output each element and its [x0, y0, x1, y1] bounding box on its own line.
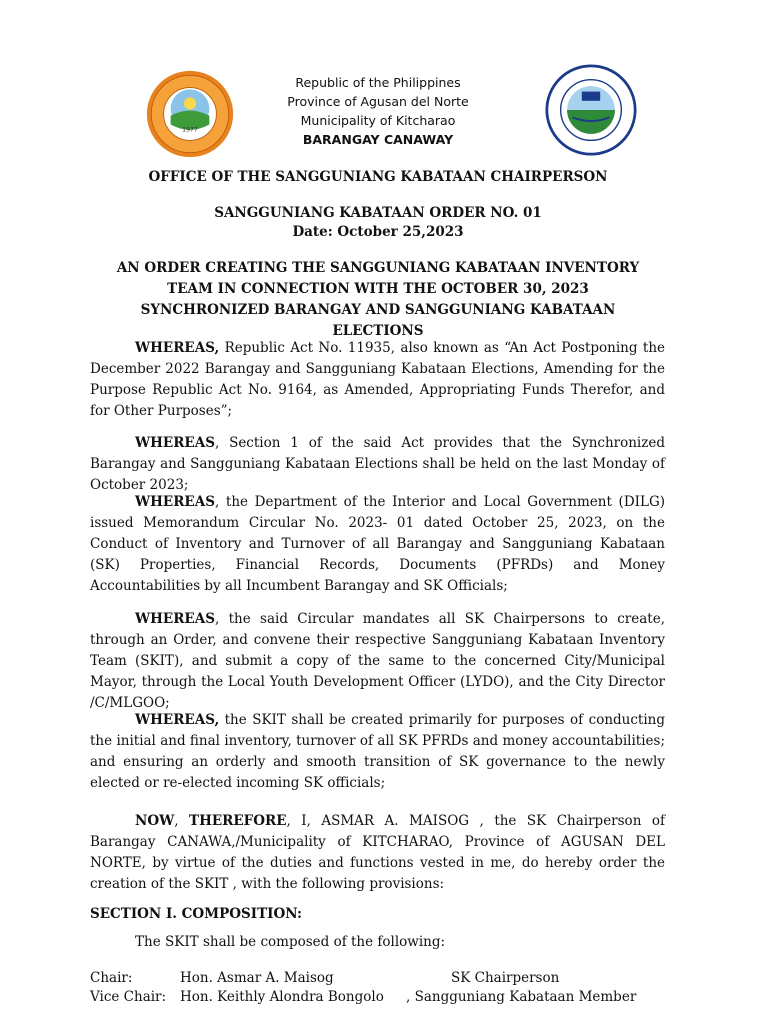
now-lead: NOW: [135, 813, 175, 829]
paragraph-text: , I, ASMAR A. MAISOG , the SK Chairperson of Barangay CANAWA,/Municipality of KITCHARAO, Province of AGUSAN DEL NORTE, by virtue of the duties and functions vested in me, do hereby order the creation of the SKIT , with the following provisions:: [90, 813, 665, 892]
member-role-chair: Chair:: [90, 970, 133, 986]
paragraph-text: , the said Circular mandates all SK Chairpersons to create, through an Order, and convene their respective Sangguniang Kabataan Inventory Team (SKIT), and submit a copy of the same to the concerned City/Municipal Mayor, through the Local Youth Development Officer (LYDO), and the City Director /C/MLGOO;: [90, 611, 665, 711]
paragraph-text: , Section 1 of the said Act provides that the Synchronized Barangay and Sangguniang Kabataan Elections shall be held on the last Monday of October 2023;: [90, 435, 665, 493]
member-role-vice-chair: Vice Chair:: [90, 989, 167, 1005]
whereas-lead: WHEREAS: [135, 494, 215, 510]
kitcharao-official-seal: [545, 64, 637, 156]
section-composition-heading: SECTION I. COMPOSITION:: [90, 906, 303, 922]
letterhead-province: Province of Agusan del Norte: [287, 94, 469, 109]
order-date: Date: October 25,2023: [292, 224, 464, 240]
composition-intro: The SKIT shall be composed of the following:: [135, 934, 446, 950]
paragraph-text: , the Department of the Interior and Local Government (DILG) issued Memorandum Circular No. 2023- 01 dated October 25, 2023, on the Conduct of Inventory and Turnover of all Barangay and Sangguniang Kabataan (SK) Properties, Financial Records, Documents (PFRDs) and Money Accountabilities by all Incumbent Barangay and SK Officials;: [90, 494, 665, 594]
letterhead-municipality: Municipality of Kitcharao: [300, 113, 456, 128]
letterhead: [250, 73, 506, 149]
whereas-lead: WHEREAS,: [135, 712, 220, 728]
whereas-paragraph-3: [90, 492, 665, 597]
whereas-paragraph-5: [90, 710, 665, 794]
member-name-chair: Hon. Asmar A. Maisog: [180, 970, 334, 986]
order-number: SANGGUNIANG KABATAAN ORDER NO. 01: [214, 205, 542, 221]
paragraph-text: the SKIT shall be created primarily for purposes of conducting the initial and final inventory, turnover of all SK PFRDs and money accountabilities; and ensuring an orderly and smooth transition of SK governance to the newly elected or re-elected incoming SK officials;: [90, 712, 665, 791]
therefore-lead: THEREFORE: [189, 813, 287, 829]
barangay-canaway-seal: [146, 70, 234, 158]
paragraph-text: Republic Act No. 11935, also known as “An Act Postponing the December 2022 Barangay and Sangguniang Kabataan Elections, Amending for the Purpose Republic Act No. 9164, as Amended, Appropriating Funds Therefor, and for Other Purposes”;: [90, 340, 665, 419]
member-position-vice-chair: , Sangguniang Kabataan Member: [406, 989, 637, 1005]
member-name-vice-chair: Hon. Keithly Alondra Bongolo: [180, 989, 384, 1005]
lead-separator: ,: [174, 813, 190, 829]
seal-year: 1977: [182, 126, 198, 134]
member-position-chair: SK Chairperson: [451, 970, 560, 986]
whereas-paragraph-4: [90, 609, 665, 714]
letterhead-republic: Republic of the Philippines: [295, 75, 461, 90]
whereas-lead: WHEREAS: [135, 435, 215, 451]
now-therefore-paragraph: [90, 811, 665, 895]
whereas-paragraph-1: [90, 338, 665, 422]
whereas-lead: WHEREAS,: [135, 340, 220, 356]
letterhead-barangay: BARANGAY CANAWAY: [302, 132, 454, 147]
office-heading: OFFICE OF THE SANGGUNIANG KABATAAN CHAIRPERSON: [148, 169, 608, 185]
whereas-paragraph-2: [90, 433, 665, 496]
order-title: AN ORDER CREATING THE SANGGUNIANG KABATAAN INVENTORY TEAM IN CONNECTION WITH THE OCTOBER 30, 2023 SYNCHRONIZED BARANGAY AND SANGGUNIANG KABATAAN ELECTIONS: [116, 260, 640, 339]
whereas-lead: WHEREAS: [135, 611, 215, 627]
